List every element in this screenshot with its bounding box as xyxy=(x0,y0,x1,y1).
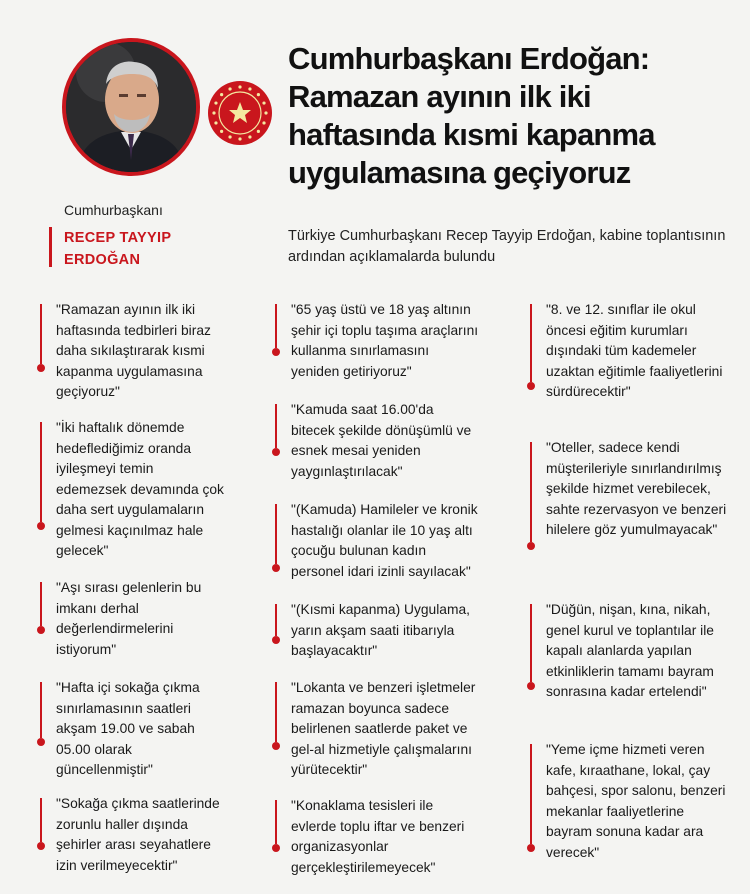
quote-accent-line xyxy=(530,442,532,542)
quote-item xyxy=(530,740,730,863)
quote-bullet-dot xyxy=(527,682,535,690)
quote-item xyxy=(530,600,730,703)
quote-text: "Lokanta ve benzeri işletmeler ramazan boyunca sadece belirlenen saatlerde paket ve gel-al hizmetiyle çalışmalarını yürütecektir" xyxy=(291,680,476,777)
quote-bullet-dot xyxy=(37,842,45,850)
quote-accent-line xyxy=(275,304,277,348)
quote-text: "Aşı sırası gelenlerin bu imkanı derhal değerlendirmelerini istiyorum" xyxy=(56,580,202,657)
quote-item xyxy=(40,578,225,660)
quote-bullet-dot xyxy=(272,742,280,750)
quote-bullet-dot xyxy=(37,522,45,530)
quote-text: "8. ve 12. sınıflar ile okul öncesi eğitim kurumları dışındaki tüm kademeler uzaktan eğitimle faaliyetlerini sürdürecektir" xyxy=(546,302,723,399)
speaker-name: RECEP TAYYIP ERDOĞAN xyxy=(64,230,172,268)
speaker-role: Cumhurbaşkanı xyxy=(64,202,163,218)
quote-item xyxy=(275,600,480,662)
quote-bullet-dot xyxy=(272,448,280,456)
quote-text: "Oteller, sadece kendi müşterileriyle sınırlandırılmış şekilde hizmet verebilecek, sahte rezervasyon ve benzeri hilelere göz yumulmayacak" xyxy=(546,440,727,537)
quote-text: "Ramazan ayının ilk iki haftasında tedbirleri biraz daha sıkılaştırarak kısmi kapanma uygulamasına geçiyoruz" xyxy=(56,302,211,399)
quote-item xyxy=(40,678,225,781)
quote-text: "Konaklama tesisleri ile evlerde toplu iftar ve benzeri organizasyonlar gerçekleştirilemeyecek" xyxy=(291,798,465,875)
quote-text: "Düğün, nişan, kına, nikah, genel kurul ve toplantılar ile kapalı alanlarda yapılan etkinliklerin tamamı bayram sonrasına kadar ertelendi" xyxy=(546,602,714,699)
quote-item xyxy=(530,438,730,541)
quote-bullet-dot xyxy=(272,844,280,852)
quote-accent-line xyxy=(275,404,277,448)
quote-accent-line xyxy=(275,682,277,742)
quote-bullet-dot xyxy=(37,738,45,746)
subheadline: Türkiye Cumhurbaşkanı Recep Tayyip Erdoğan, kabine toplantısının ardından açıklamalarda bulundu xyxy=(288,228,726,265)
quote-text: "65 yaş üstü ve 18 yaş altının şehir içi toplu taşıma araçlarını kullanma sınırlamasını yeniden getiriyoruz" xyxy=(291,302,479,379)
quote-accent-line xyxy=(40,682,42,738)
quote-item xyxy=(275,400,480,482)
quote-item xyxy=(530,300,730,403)
quote-item xyxy=(275,796,480,878)
quote-item xyxy=(40,300,225,403)
quote-accent-line xyxy=(530,744,532,844)
speaker-accent-line xyxy=(49,227,52,267)
presidential-seal-icon xyxy=(207,80,273,146)
speaker-block xyxy=(64,200,234,271)
quote-bullet-dot xyxy=(272,348,280,356)
quote-accent-line xyxy=(40,304,42,364)
quote-bullet-dot xyxy=(37,626,45,634)
quote-item xyxy=(275,500,480,582)
quote-item xyxy=(275,300,480,382)
quote-text: "(Kamuda) Hamileler ve kronik hastalığı olanlar ile 10 yaş altı çocuğu bulunan kadın personel idari izinli sayılacak" xyxy=(291,502,478,579)
quote-accent-line xyxy=(40,798,42,842)
quote-text: "Hafta içi sokağa çıkma sınırlamasının saatleri akşam 19.00 ve sabah 05.00 olarak güncellenmiştir" xyxy=(56,680,200,777)
quote-text: "Sokağa çıkma saatlerinde zorunlu haller dışında şehirler arası seyahatlere izin verilmeyecektir" xyxy=(56,796,220,873)
quote-item xyxy=(40,794,225,876)
quote-bullet-dot xyxy=(37,364,45,372)
quote-accent-line xyxy=(275,604,277,636)
headline: Cumhurbaşkanı Erdoğan: Ramazan ayının ilk iki haftasında kısmi kapanma uygulamasına geçiyoruz xyxy=(288,41,655,190)
quote-accent-line xyxy=(530,604,532,682)
quote-text: "Yeme içme hizmeti veren kafe, kıraathane, lokal, çay bahçesi, spor salonu, benzeri mekanlar faaliyetlerine bayram sonuna kadar ara verecek" xyxy=(546,742,726,860)
quote-bullet-dot xyxy=(527,844,535,852)
quote-bullet-dot xyxy=(272,636,280,644)
quote-text: "(Kısmi kapanma) Uygulama, yarın akşam saati itibarıyla başlayacaktır" xyxy=(291,602,470,658)
quote-item xyxy=(40,418,225,562)
quote-text: "Kamuda saat 16.00'da bitecek şekilde dönüşümlü ve esnek mesai yeniden yaygınlaştırılacak" xyxy=(291,402,472,479)
quote-accent-line xyxy=(530,304,532,382)
quote-accent-line xyxy=(40,582,42,626)
quote-bullet-dot xyxy=(527,382,535,390)
quote-bullet-dot xyxy=(527,542,535,550)
quote-item xyxy=(275,678,480,781)
quote-bullet-dot xyxy=(272,564,280,572)
quote-accent-line xyxy=(275,800,277,844)
quote-accent-line xyxy=(40,422,42,522)
quote-text: "İki haftalık dönemde hedeflediğimiz oranda iyileşmeyi temin edemezsek devamında çok daha sert uygulamaların gelmesi kaçınılmaz hale gelecek" xyxy=(56,420,224,558)
quote-accent-line xyxy=(275,504,277,564)
portrait-illustration xyxy=(66,42,196,172)
portrait-photo xyxy=(62,38,200,176)
